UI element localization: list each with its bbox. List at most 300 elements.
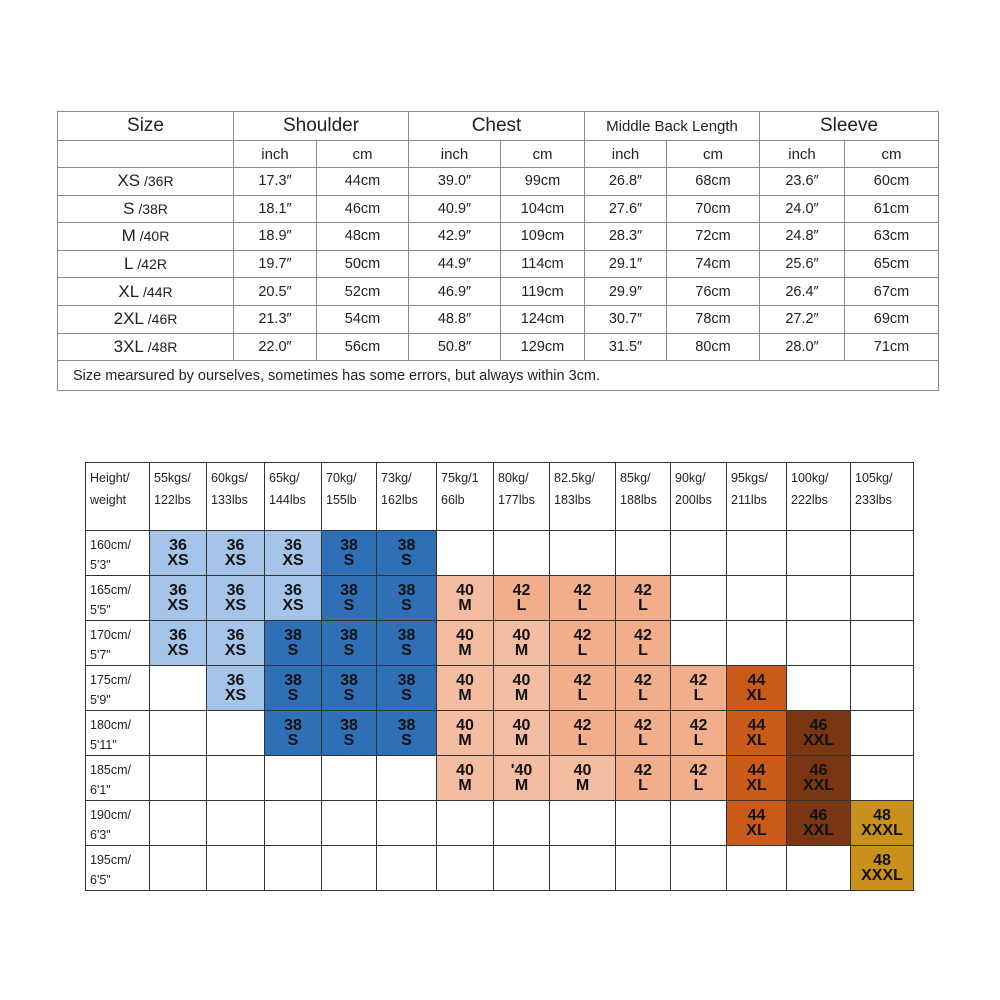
- corner-label: [86, 463, 150, 531]
- size-recommendation: 38 S: [397, 672, 416, 704]
- size-cell: [322, 621, 377, 666]
- empty-cell: [322, 756, 377, 801]
- size-recommendation: 38 S: [284, 717, 302, 749]
- measurement-value: 24.0″: [760, 195, 845, 223]
- size-code: /36R: [144, 173, 174, 190]
- empty-cell: [671, 576, 727, 621]
- height-row: [86, 801, 914, 846]
- measurement-value: 44.9″: [409, 250, 501, 278]
- height-label: 195cm/ 6'5": [90, 853, 131, 887]
- empty-cell: [727, 576, 787, 621]
- measurement-value: 69cm: [845, 305, 939, 333]
- empty-cell: [265, 756, 322, 801]
- height-label: 180cm/ 5'11": [90, 718, 131, 752]
- empty-cell: [851, 576, 914, 621]
- measurement-value: 17.3″: [234, 168, 317, 196]
- size-recommendation: 44 XL: [746, 762, 767, 794]
- size-recommendation: 44 XL: [746, 717, 767, 749]
- unit-cell: inch: [760, 141, 845, 168]
- measurement-value: 71cm: [845, 333, 939, 361]
- size-recommendation: 38 S: [340, 627, 358, 659]
- size-cell: [671, 756, 727, 801]
- empty-cell: [727, 846, 787, 891]
- weight-header: [550, 463, 616, 531]
- size-measurement-table: [57, 111, 939, 391]
- size-row: [58, 195, 939, 223]
- chest-header: Chest: [409, 112, 585, 141]
- weight-header: [265, 463, 322, 531]
- size-cell: [550, 711, 616, 756]
- size-cell: [550, 756, 616, 801]
- weight-label: 85kg/ 188lbs: [620, 471, 657, 507]
- size-cell: [494, 576, 550, 621]
- size-cell: [265, 576, 322, 621]
- measurement-value: 65cm: [845, 250, 939, 278]
- height-header: [86, 846, 150, 891]
- size-recommendation: 40 M: [456, 582, 474, 614]
- size-recommendation: 42 L: [573, 582, 592, 614]
- height-header: [86, 756, 150, 801]
- size-cell: [787, 711, 851, 756]
- size-cell: [377, 621, 437, 666]
- empty-cell: [851, 711, 914, 756]
- measurement-value: 27.2″: [760, 305, 845, 333]
- size-recommendation: 42 L: [573, 627, 592, 659]
- weight-header: [671, 463, 727, 531]
- empty-cell: [787, 531, 851, 576]
- measurement-value: 39.0″: [409, 168, 501, 196]
- size-cell: [150, 576, 207, 621]
- measurement-value: 124cm: [501, 305, 585, 333]
- size-cell: [671, 711, 727, 756]
- size-cell: [727, 666, 787, 711]
- size-label-cell: [58, 223, 234, 251]
- weight-label: 73kg/ 162lbs: [381, 471, 418, 507]
- measurement-value: 21.3″: [234, 305, 317, 333]
- measurement-value: 114cm: [501, 250, 585, 278]
- size-cell: [437, 756, 494, 801]
- size-recommendation: 40 M: [512, 672, 531, 704]
- size-cell: [377, 666, 437, 711]
- measurement-value: 129cm: [501, 333, 585, 361]
- size-recommendation: 40 M: [512, 627, 531, 659]
- size-cell: [494, 711, 550, 756]
- size-cell: [616, 756, 671, 801]
- height-header: [86, 666, 150, 711]
- size-recommendation: 42 L: [512, 582, 531, 614]
- size-cell: [322, 531, 377, 576]
- size-recommendation: 38 S: [340, 537, 358, 569]
- note-row: [58, 361, 939, 391]
- empty-cell: [671, 621, 727, 666]
- size-cell: [616, 576, 671, 621]
- measurement-value: 48.8″: [409, 305, 501, 333]
- size-cell: [437, 576, 494, 621]
- empty-cell: [550, 801, 616, 846]
- unit-cell: inch: [585, 141, 667, 168]
- measurement-value: 30.7″: [585, 305, 667, 333]
- size-recommendation: 38 S: [340, 717, 358, 749]
- height-label: 170cm/ 5'7": [90, 628, 131, 662]
- measurement-value: 60cm: [845, 168, 939, 196]
- height-header: [86, 576, 150, 621]
- size-letter: 3XL: [113, 336, 144, 356]
- size-recommendation: 42 L: [634, 762, 652, 794]
- size-cell: [787, 756, 851, 801]
- size-cell: [550, 576, 616, 621]
- weight-header: [727, 463, 787, 531]
- weight-label: 95kgs/ 211lbs: [731, 471, 768, 507]
- sleeve-header: Sleeve: [760, 112, 939, 141]
- size-code: /42R: [137, 256, 167, 273]
- size-recommendation: 38 S: [397, 627, 416, 659]
- height-row: [86, 756, 914, 801]
- empty-cell: [377, 801, 437, 846]
- size-cell: [494, 666, 550, 711]
- measurement-value: 50.8″: [409, 333, 501, 361]
- empty-cell: [207, 801, 265, 846]
- measurement-value: 99cm: [501, 168, 585, 196]
- size-code: /40R: [139, 228, 170, 245]
- measurement-value: 40.9″: [409, 195, 501, 223]
- empty-cell: [207, 846, 265, 891]
- height-row: [86, 621, 914, 666]
- weight-label: 105kg/ 233lbs: [855, 471, 893, 507]
- size-recommendation: 46 XXL: [802, 762, 835, 794]
- size-letter: M: [121, 226, 136, 246]
- empty-cell: [851, 666, 914, 711]
- size-recommendation: 42 L: [573, 717, 592, 749]
- measurement-value: 42.9″: [409, 223, 501, 251]
- size-cell: [727, 801, 787, 846]
- weight-label: 90kg/ 200lbs: [675, 471, 712, 507]
- weight-label: 82.5kg/ 183lbs: [554, 471, 596, 507]
- size-cell: [322, 576, 377, 621]
- unit-cell: cm: [845, 141, 939, 168]
- size-cell: [265, 666, 322, 711]
- empty-cell: [550, 846, 616, 891]
- size-recommendation: 36 XS: [224, 537, 247, 569]
- size-recommendation: 38 S: [284, 672, 302, 704]
- height-row: [86, 846, 914, 891]
- size-code: /48R: [147, 338, 178, 355]
- size-letter: XS: [117, 171, 141, 191]
- measurement-value: 76cm: [667, 278, 760, 306]
- size-recommendation: 40 M: [456, 762, 474, 794]
- size-recommendation: 38 S: [340, 672, 358, 704]
- height-label: 160cm/ 5'3": [90, 538, 131, 572]
- empty-cell: [787, 846, 851, 891]
- measurement-value: 29.1″: [585, 250, 667, 278]
- measurement-value: 26.4″: [760, 278, 845, 306]
- size-label-cell: [58, 168, 234, 196]
- empty-cell: [494, 531, 550, 576]
- size-cell: [207, 621, 265, 666]
- size-cell: [550, 666, 616, 711]
- size-recommendation: 44 XL: [746, 807, 767, 839]
- empty-cell: [437, 846, 494, 891]
- weight-label: 70kg/ 155lb: [326, 471, 357, 507]
- size-cell: [207, 666, 265, 711]
- weight-header: [437, 463, 494, 531]
- size-recommendation: 42 L: [689, 672, 708, 704]
- empty-cell: [265, 846, 322, 891]
- empty-cell: [616, 801, 671, 846]
- measurement-value: 22.0″: [234, 333, 317, 361]
- empty-cell: [671, 801, 727, 846]
- empty-cell: [851, 756, 914, 801]
- units-row: [58, 141, 939, 168]
- size-recommendation: 38 S: [397, 582, 416, 614]
- size-recommendation: 36 XS: [224, 672, 247, 704]
- empty-cell: [727, 531, 787, 576]
- size-recommendation: 42 L: [573, 672, 592, 704]
- size-cell: [671, 666, 727, 711]
- measurement-value: 29.9″: [585, 278, 667, 306]
- height-row: [86, 666, 914, 711]
- empty-cell: [787, 576, 851, 621]
- height-weight-size-grid: [85, 462, 914, 891]
- empty-cell: [207, 711, 265, 756]
- size-cell: [727, 756, 787, 801]
- size-recommendation: 36 XS: [224, 582, 247, 614]
- empty-cell: [437, 801, 494, 846]
- size-recommendation: 36 XS: [167, 627, 189, 659]
- measurement-value: 68cm: [667, 168, 760, 196]
- weight-header: [494, 463, 550, 531]
- measurement-value: 119cm: [501, 278, 585, 306]
- measurement-value: 28.0″: [760, 333, 845, 361]
- size-recommendation: 36 XS: [282, 537, 304, 569]
- size-cell: [616, 711, 671, 756]
- size-recommendation: 38 S: [340, 582, 358, 614]
- measurement-value: 19.7″: [234, 250, 317, 278]
- measurement-value: 18.1″: [234, 195, 317, 223]
- weight-label: 55kgs/ 122lbs: [154, 471, 191, 507]
- empty-cell: [150, 801, 207, 846]
- size-label-cell: [58, 195, 234, 223]
- height-header: [86, 801, 150, 846]
- size-cell: [494, 621, 550, 666]
- size-cell: [437, 666, 494, 711]
- size-recommendation: 40 M: [456, 672, 474, 704]
- size-recommendation: 42 L: [634, 672, 652, 704]
- unit-cell: inch: [234, 141, 317, 168]
- size-recommendation: 36 XS: [224, 627, 247, 659]
- height-label: 175cm/ 5'9": [90, 673, 131, 707]
- size-recommendation: 46 XXL: [802, 717, 835, 749]
- measurement-value: 80cm: [667, 333, 760, 361]
- size-recommendation: 36 XS: [167, 582, 189, 614]
- height-header: [86, 711, 150, 756]
- weight-header: [851, 463, 914, 531]
- empty-cell: [150, 756, 207, 801]
- size-recommendation: 38 S: [284, 627, 302, 659]
- measurement-value: 67cm: [845, 278, 939, 306]
- height-header: [86, 531, 150, 576]
- weight-header: [377, 463, 437, 531]
- empty-cell: [671, 531, 727, 576]
- size-letter: XL: [118, 281, 140, 301]
- size-cell: [616, 666, 671, 711]
- measurement-value: 63cm: [845, 223, 939, 251]
- size-code: /38R: [138, 200, 168, 217]
- unit-cell: cm: [317, 141, 409, 168]
- size-recommendation: 42 L: [689, 762, 708, 794]
- back-length-header: Middle Back Length: [585, 112, 760, 141]
- empty-cell: [322, 801, 377, 846]
- size-recommendation: 40 M: [573, 762, 592, 794]
- measurement-value: 70cm: [667, 195, 760, 223]
- size-row: [58, 278, 939, 306]
- empty-cell: [616, 531, 671, 576]
- measurement-value: 20.5″: [234, 278, 317, 306]
- size-code: /46R: [147, 311, 178, 328]
- weight-header: [150, 463, 207, 531]
- size-recommendation: 36 XS: [167, 537, 189, 569]
- measurement-value: 46.9″: [409, 278, 501, 306]
- measurement-value: 31.5″: [585, 333, 667, 361]
- measurement-value: 23.6″: [760, 168, 845, 196]
- size-cell: [851, 801, 914, 846]
- measurement-value: 56cm: [317, 333, 409, 361]
- height-label: 185cm/ 6'1": [90, 763, 131, 797]
- empty-cell: [851, 621, 914, 666]
- measurement-value: 50cm: [317, 250, 409, 278]
- height-row: [86, 531, 914, 576]
- size-letter: L: [124, 254, 134, 274]
- size-row: [58, 333, 939, 361]
- empty-cell: [787, 666, 851, 711]
- size-cell: [787, 801, 851, 846]
- height-row: [86, 576, 914, 621]
- weight-header: [322, 463, 377, 531]
- measurement-value: 26.8″: [585, 168, 667, 196]
- height-label: 190cm/ 6'3": [90, 808, 131, 842]
- size-recommendation: '40 M: [510, 762, 533, 794]
- height-row: [86, 711, 914, 756]
- unit-cell: cm: [667, 141, 760, 168]
- empty-cell: [550, 531, 616, 576]
- size-recommendation: 42 L: [634, 582, 652, 614]
- measurement-value: 54cm: [317, 305, 409, 333]
- size-cell: [377, 531, 437, 576]
- size-cell: [377, 576, 437, 621]
- size-cell: [616, 621, 671, 666]
- size-cell: [377, 711, 437, 756]
- size-cell: [550, 621, 616, 666]
- empty-cell: [150, 711, 207, 756]
- unit-cell: cm: [501, 141, 585, 168]
- measurement-value: 104cm: [501, 195, 585, 223]
- size-cell: [494, 756, 550, 801]
- size-letter: 2XL: [113, 309, 144, 329]
- measurement-value: 52cm: [317, 278, 409, 306]
- empty-cell: [787, 621, 851, 666]
- size-cell: [265, 531, 322, 576]
- size-cell: [265, 621, 322, 666]
- size-cell: [851, 846, 914, 891]
- size-cell: [207, 531, 265, 576]
- empty-cell: [377, 846, 437, 891]
- empty-cell: [616, 846, 671, 891]
- size-recommendation: 40 M: [456, 717, 474, 749]
- weight-label: 80kg/ 177lbs: [498, 471, 535, 507]
- empty-cell: [494, 846, 550, 891]
- size-label-cell: [58, 250, 234, 278]
- size-recommendation: 40 M: [512, 717, 531, 749]
- empty-cell: [377, 756, 437, 801]
- size-recommendation: 38 S: [397, 717, 416, 749]
- measurement-value: 28.3″: [585, 223, 667, 251]
- measurement-value: 24.8″: [760, 223, 845, 251]
- size-cell: [437, 711, 494, 756]
- measurement-value: 27.6″: [585, 195, 667, 223]
- unit-cell: inch: [409, 141, 501, 168]
- empty-cell: [671, 846, 727, 891]
- size-label-cell: [58, 305, 234, 333]
- empty-cell: [494, 801, 550, 846]
- shoulder-header: Shoulder: [234, 112, 409, 141]
- size-cell: [150, 531, 207, 576]
- size-letter: S: [123, 198, 135, 218]
- empty-cell: [727, 621, 787, 666]
- size-cell: [322, 711, 377, 756]
- size-recommendation: 42 L: [689, 717, 708, 749]
- empty-cell: [207, 756, 265, 801]
- measurement-value: 72cm: [667, 223, 760, 251]
- measurement-value: 18.9″: [234, 223, 317, 251]
- empty-cell: [265, 801, 322, 846]
- size-recommendation: 42 L: [634, 717, 652, 749]
- size-recommendation: 48 XXXL: [861, 852, 903, 884]
- weight-label: 60kgs/ 133lbs: [211, 471, 248, 507]
- size-recommendation: 40 M: [456, 627, 474, 659]
- size-cell: [322, 666, 377, 711]
- size-cell: [265, 711, 322, 756]
- empty-cell: [150, 666, 207, 711]
- measurement-value: 109cm: [501, 223, 585, 251]
- measurement-note: Size mearsured by ourselves, sometimes has some errors, but always within 3cm.: [58, 361, 939, 391]
- size-recommendation: 38 S: [397, 537, 416, 569]
- size-cell: [207, 576, 265, 621]
- size-row: [58, 168, 939, 196]
- size-recommendation: 48 XXXL: [861, 807, 903, 839]
- empty-cell: [851, 531, 914, 576]
- size-label-cell: [58, 333, 234, 361]
- empty-cell: [322, 846, 377, 891]
- weight-label: 75kg/1 66lb: [441, 471, 479, 507]
- weight-label: 100kg/ 222lbs: [791, 471, 829, 507]
- units-blank-cell: [58, 141, 234, 168]
- size-recommendation: 46 XXL: [802, 807, 835, 839]
- measurement-value: 25.6″: [760, 250, 845, 278]
- size-label-cell: [58, 278, 234, 306]
- measurement-value: 44cm: [317, 168, 409, 196]
- size-row: [58, 250, 939, 278]
- measurement-value: 46cm: [317, 195, 409, 223]
- height-label: 165cm/ 5'5": [90, 583, 131, 617]
- size-cell: [437, 621, 494, 666]
- size-row: [58, 223, 939, 251]
- size-header: Size: [58, 112, 234, 141]
- size-code: /44R: [143, 283, 173, 300]
- weight-label: 65kg/ 144lbs: [269, 471, 306, 507]
- measurement-value: 61cm: [845, 195, 939, 223]
- measurement-value: 74cm: [667, 250, 760, 278]
- header-row: [58, 112, 939, 141]
- size-recommendation: 36 XS: [282, 582, 304, 614]
